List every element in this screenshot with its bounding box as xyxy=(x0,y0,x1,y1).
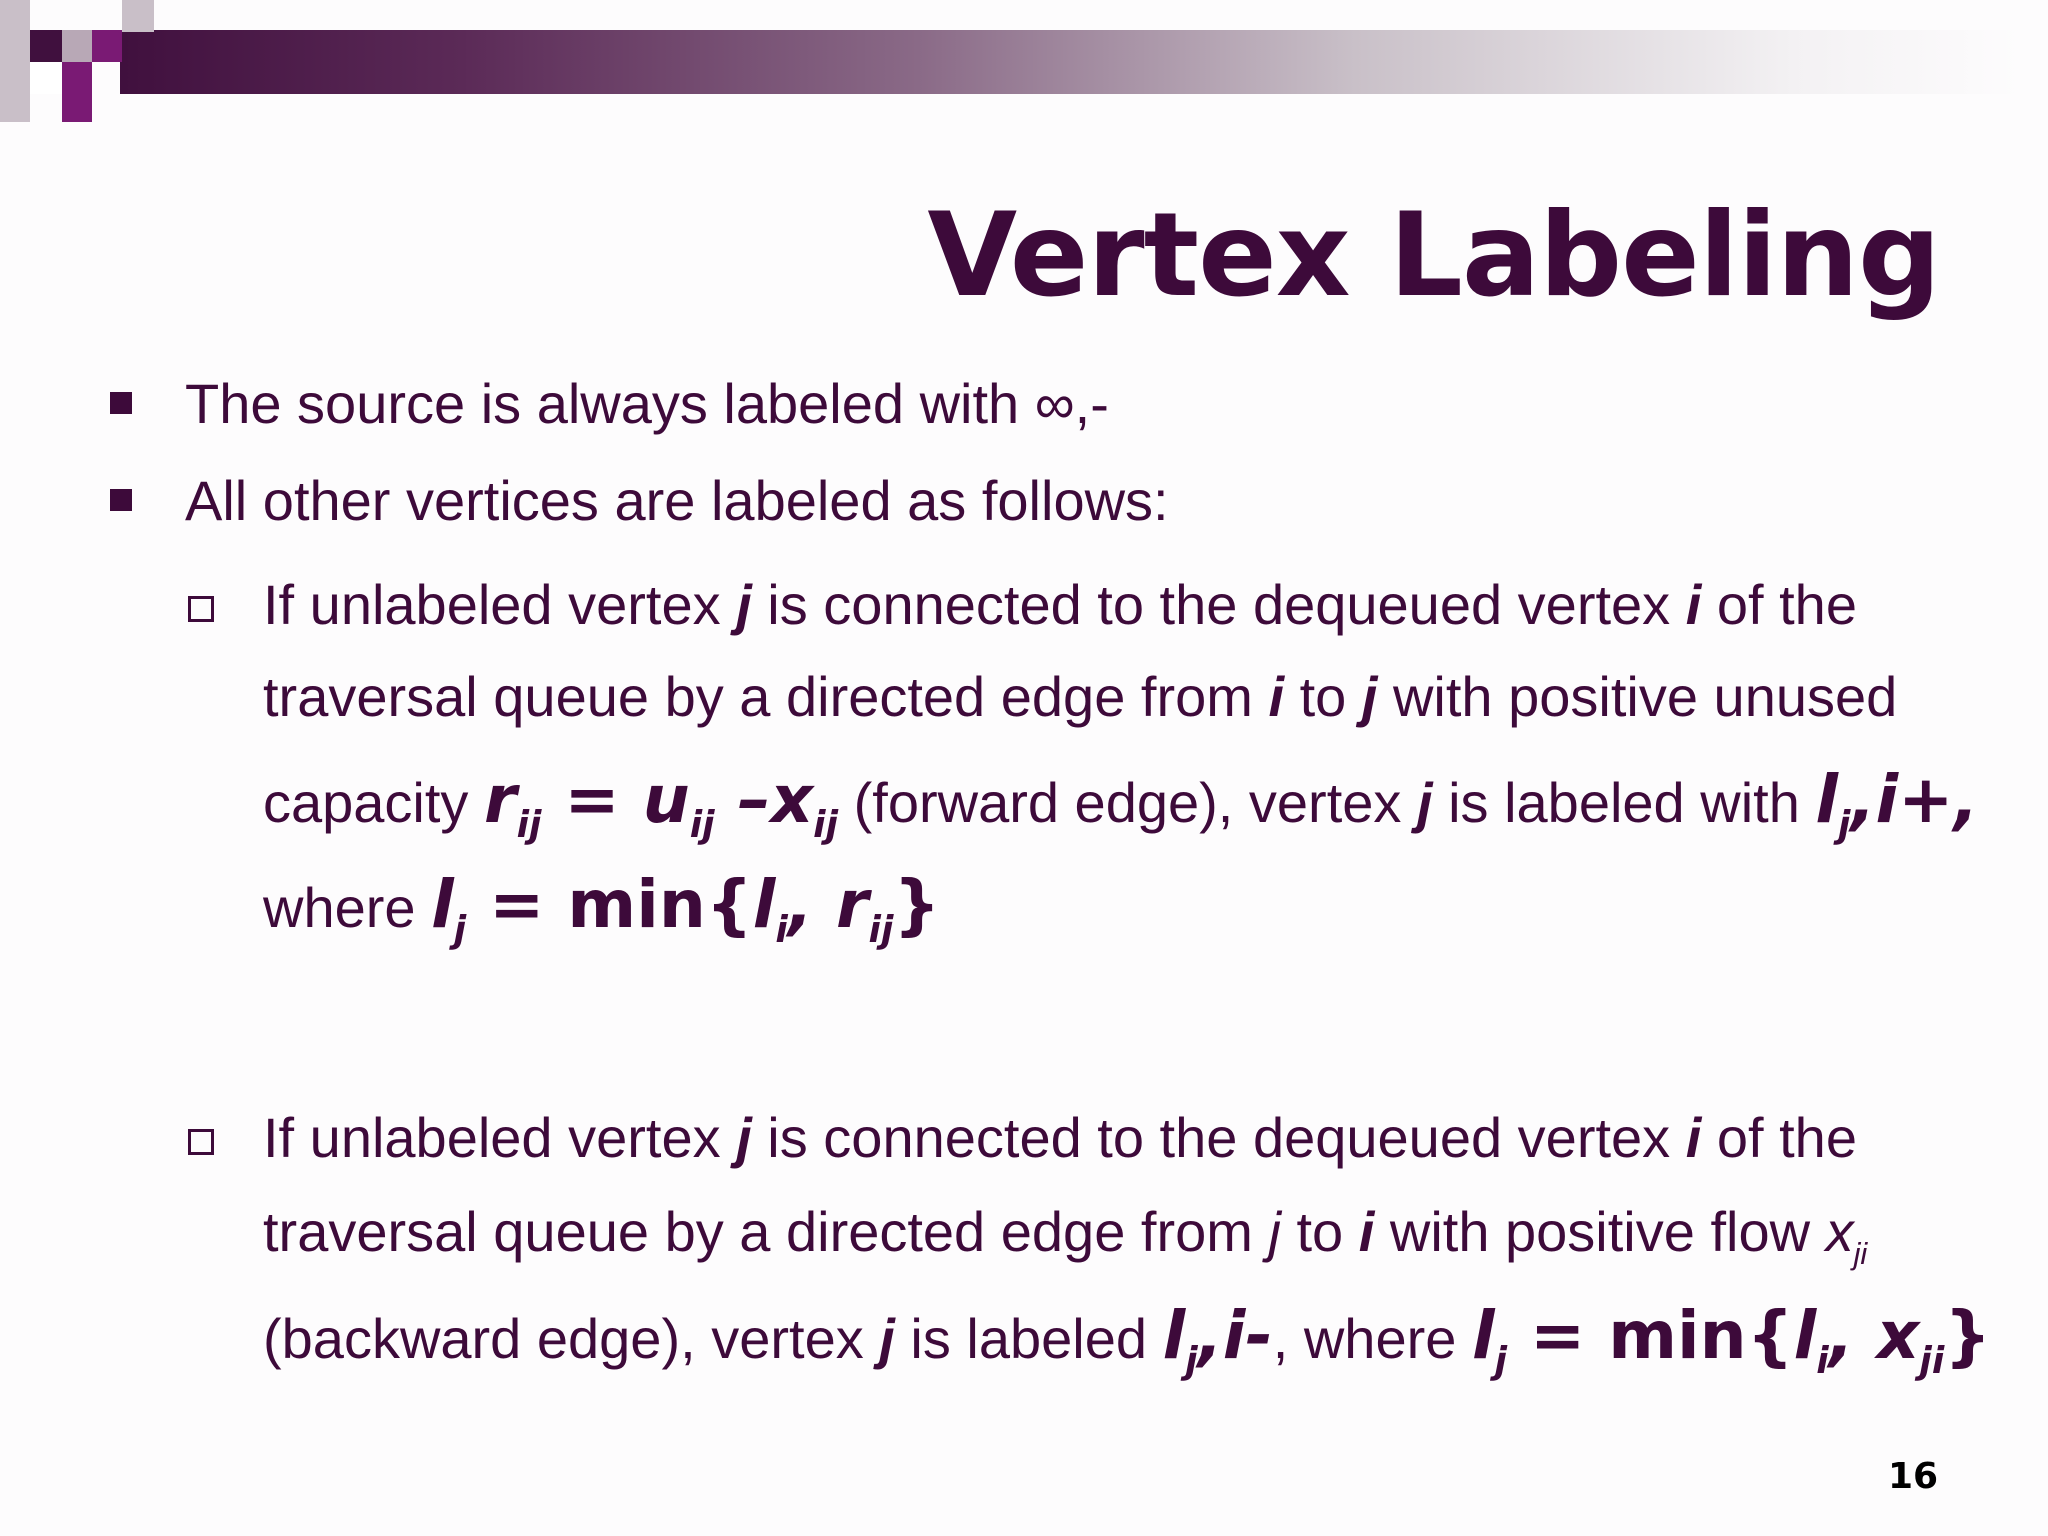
text-line xyxy=(263,1103,1857,1173)
formula-minus: – xyxy=(714,761,771,838)
header-square-5 xyxy=(122,0,154,32)
header-square-4 xyxy=(92,30,122,62)
formula-lj: $l_j$ xyxy=(1471,1297,1508,1383)
text-run: where xyxy=(263,876,432,939)
formula-lj: $l_j$ xyxy=(431,866,467,952)
formula-close: } xyxy=(1944,1297,1992,1374)
formula-u: $u_{ij}$ xyxy=(642,761,715,847)
formula-li: $l_i$ xyxy=(752,866,788,952)
hollow-square-bullet-icon xyxy=(188,596,214,622)
var-i: i xyxy=(1685,1106,1702,1169)
bullet-text: The source is always labeled with ∞,- xyxy=(185,372,1109,435)
text-run: , where xyxy=(1272,1307,1472,1370)
text-run: capacity xyxy=(263,771,484,834)
var-i: i xyxy=(1685,573,1702,636)
var-i: i xyxy=(1268,665,1285,728)
formula-rij: $r_{ij}$ xyxy=(835,866,894,952)
var-j: j xyxy=(736,573,752,636)
text-line xyxy=(263,570,1857,640)
text-run: is connected to the dequeued vertex xyxy=(751,573,1686,636)
formula-comma: , xyxy=(1828,1297,1877,1374)
text-line xyxy=(263,866,941,952)
square-bullet-icon xyxy=(110,489,132,511)
header-square-6 xyxy=(30,62,62,94)
text-run: is labeled with xyxy=(1432,771,1816,834)
formula-label: $l_j,i+$, xyxy=(1815,761,1979,847)
text-run: is labeled xyxy=(894,1307,1163,1370)
text-line xyxy=(263,1197,1868,1271)
text-run: with positive unused xyxy=(1377,665,1898,728)
hollow-square-bullet-icon xyxy=(188,1129,214,1155)
var-i: i xyxy=(1358,1200,1375,1263)
formula-xji: $x_{ji}$ xyxy=(1825,1200,1868,1271)
header-square-1 xyxy=(0,0,30,122)
formula-xji: $x_{ji}$ xyxy=(1876,1297,1945,1383)
text-line xyxy=(263,1297,1992,1383)
formula-x: $x_{ij}$ xyxy=(770,761,839,847)
text-run: traversal queue by a directed edge from xyxy=(263,1200,1269,1263)
text-line xyxy=(263,761,1979,847)
formula-min: = min{ xyxy=(466,866,753,943)
text-run: with positive flow xyxy=(1374,1200,1826,1263)
text-run: to xyxy=(1280,1200,1359,1263)
formula-eq: = xyxy=(541,761,643,838)
formula-r: $r_{ij}$ xyxy=(484,761,542,847)
text-run: of the xyxy=(1701,1106,1857,1169)
formula-li: $l_i$ xyxy=(1793,1297,1829,1383)
text-run: is connected to the dequeued vertex xyxy=(751,1106,1686,1169)
var-j: j xyxy=(736,1106,752,1169)
text-run: (forward edge), vertex xyxy=(838,771,1417,834)
text-run: to xyxy=(1284,665,1362,728)
text-run: of the xyxy=(1701,573,1857,636)
header-gradient-band xyxy=(120,30,2020,94)
text-run: If unlabeled vertex xyxy=(263,573,737,636)
header-square-2 xyxy=(30,30,62,62)
var-j: j xyxy=(1361,665,1378,728)
header-square-3 xyxy=(62,30,92,62)
text-run: If unlabeled vertex xyxy=(263,1106,737,1169)
bullet-text: All other vertices are labeled as follows: xyxy=(185,469,1169,532)
var-j: j xyxy=(1416,771,1433,834)
header-square-8 xyxy=(62,94,92,122)
formula-label: $l_j,i-$ xyxy=(1162,1297,1273,1383)
header-square-7 xyxy=(62,62,92,94)
formula-min: = min{ xyxy=(1507,1297,1794,1374)
formula-close: } xyxy=(893,866,941,943)
var-j: j xyxy=(1268,1200,1281,1263)
square-bullet-icon xyxy=(110,392,132,414)
text-run: (backward edge), vertex xyxy=(263,1307,880,1370)
slide-title: Vertex Labeling xyxy=(927,188,1940,323)
text-run: traversal queue by a directed edge from xyxy=(263,665,1269,728)
page-number: 16 xyxy=(1888,1456,1939,1497)
text-line xyxy=(263,662,1897,732)
var-j: j xyxy=(879,1307,895,1370)
formula-comma: , xyxy=(787,866,836,943)
